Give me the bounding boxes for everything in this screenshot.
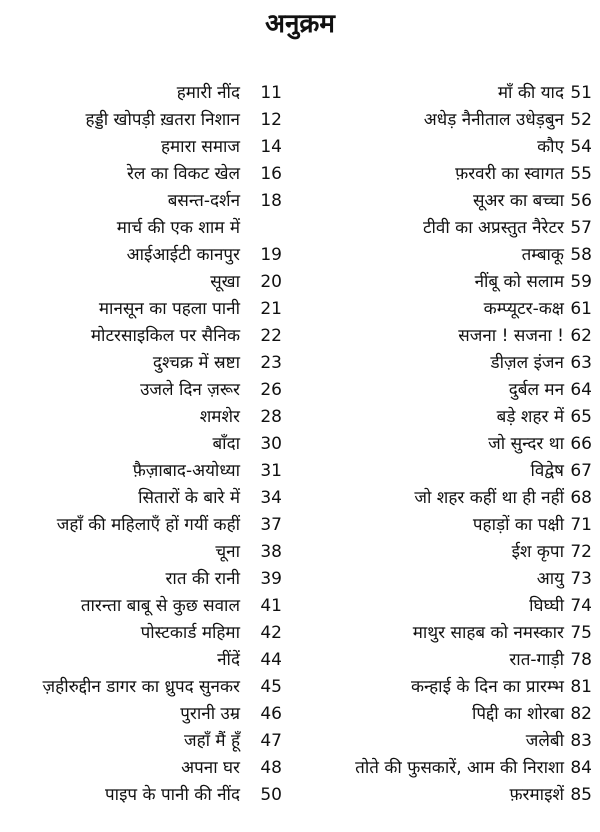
toc-entry-title: जहाँ मैं हूँ <box>183 731 240 751</box>
toc-entry <box>305 377 598 404</box>
toc-entry-page: 44 <box>260 650 282 670</box>
toc-entry <box>0 80 290 107</box>
toc-entry-title: तम्बाकू <box>521 245 564 265</box>
toc-entry <box>0 701 290 728</box>
toc-entry-page: 16 <box>260 164 282 184</box>
toc-entry-title: डीज़ल इंजन <box>490 353 564 373</box>
toc-entry-page: 78 <box>570 650 592 670</box>
toc-entry <box>305 539 598 566</box>
toc-entry-page: 75 <box>570 623 592 643</box>
toc-entry-title: हमारा समाज <box>160 137 240 157</box>
toc-entry-title: कम्प्यूटर-कक्ष <box>483 299 564 319</box>
toc-entry-title: कौए <box>537 137 564 157</box>
toc-entry <box>0 728 290 755</box>
toc-entry-page: 23 <box>260 353 282 373</box>
toc-entry-title: पहाड़ों का पक्षी <box>472 515 564 535</box>
toc-entry <box>305 134 598 161</box>
toc-entry <box>0 269 290 296</box>
toc-entry-page: 83 <box>570 731 592 751</box>
toc-entry <box>305 620 598 647</box>
toc-entry-title: बसन्त-दर्शन <box>167 191 240 211</box>
toc-entry-title: फ़ैज़ाबाद-अयोध्या <box>132 461 240 481</box>
toc-entry-page: 51 <box>570 83 592 103</box>
toc-entry <box>305 566 598 593</box>
toc-entry <box>0 458 290 485</box>
toc-entry <box>0 647 290 674</box>
toc-entry-title: मार्च की एक शाम में <box>116 218 240 238</box>
toc-entry <box>0 323 290 350</box>
toc-entry-title: पिद्दी का शोरबा <box>472 704 564 724</box>
toc-entry-page: 71 <box>570 515 592 535</box>
toc-entry-page: 52 <box>570 110 592 130</box>
toc-entry-page: 47 <box>260 731 282 751</box>
toc-entry-title: फ़रवरी का स्वागत <box>455 164 564 184</box>
toc-entry <box>305 188 598 215</box>
toc-entry-title: सितारों के बारे में <box>138 488 240 508</box>
toc-entry <box>305 107 598 134</box>
toc-entry <box>0 296 290 323</box>
toc-entry-title: अपना घर <box>181 758 240 778</box>
toc-entry <box>305 755 598 782</box>
toc-entry <box>305 80 598 107</box>
toc-entry-title: उजले दिन ज़रूर <box>140 380 240 400</box>
toc-entry-page: 62 <box>570 326 592 346</box>
toc-entry-title: पोस्टकार्ड महिमा <box>140 623 240 643</box>
toc-entry-page: 73 <box>570 569 592 589</box>
toc-right-column <box>305 80 598 809</box>
toc-entry-title: नींदें <box>217 650 240 670</box>
toc-entry <box>0 512 290 539</box>
toc-entry-title: हमारी नींद <box>176 83 240 103</box>
toc-entry <box>305 728 598 755</box>
toc-entry <box>0 593 290 620</box>
toc-entry <box>305 269 598 296</box>
toc-entry <box>305 701 598 728</box>
toc-entry <box>305 782 598 809</box>
toc-entry-page: 42 <box>260 623 282 643</box>
toc-entry-page: 54 <box>570 137 592 157</box>
toc-entry-page: 39 <box>260 569 282 589</box>
toc-entry-page: 41 <box>260 596 282 616</box>
toc-entry-page: 57 <box>570 218 592 238</box>
toc-entry <box>0 539 290 566</box>
toc-entry <box>0 404 290 431</box>
toc-entry <box>305 647 598 674</box>
toc-entry-page: 31 <box>260 461 282 481</box>
toc-entry <box>0 566 290 593</box>
toc-entry-title: सूअर का बच्चा <box>472 191 564 211</box>
toc-entry <box>0 782 290 809</box>
toc-entry-title: हड्डी खोपड़ी ख़तरा निशान <box>85 110 240 130</box>
toc-entry-title: पुरानी उम्र <box>180 704 240 724</box>
toc-entry-page: 11 <box>260 83 282 103</box>
toc-entry-title: नींबू को सलाम <box>474 272 564 292</box>
toc-entry-page: 14 <box>260 137 282 157</box>
toc-entry-title: तारन्ता बाबू से कुछ सवाल <box>80 596 240 616</box>
toc-entry <box>305 512 598 539</box>
toc-entry-title: जो शहर कहीं था ही नहीं <box>414 488 564 508</box>
toc-entry-page: 20 <box>260 272 282 292</box>
toc-entry-page: 38 <box>260 542 282 562</box>
toc-entry-title: घिघ्घी <box>529 596 564 616</box>
toc-entry <box>305 674 598 701</box>
toc-entry-page: 50 <box>260 785 282 805</box>
toc-entry-page: 34 <box>260 488 282 508</box>
toc-entry-title: सजना ! सजना ! <box>458 326 564 346</box>
toc-entry-title: ज़हीरुद्दीन डागर का ध्रुपद सुनकर <box>42 677 240 697</box>
toc-entry-page: 82 <box>570 704 592 724</box>
toc-entry <box>0 188 290 215</box>
toc-entry <box>305 431 598 458</box>
toc-entry <box>305 350 598 377</box>
toc-entry-page: 74 <box>570 596 592 616</box>
toc-entry-title: जहाँ की महिलाएँ हों गयीं कहीं <box>56 515 240 535</box>
toc-entry-page: 72 <box>570 542 592 562</box>
toc-entry-title: आईआईटी कानपुर <box>126 245 240 265</box>
toc-entry-title: ईश कृपा <box>511 542 564 562</box>
toc-entry-title: कन्हाई के दिन का प्रारम्भ <box>411 677 564 697</box>
toc-entry-page: 12 <box>260 110 282 130</box>
toc-entry-title: फ़रमाइशें <box>509 785 564 805</box>
toc-entry-page: 37 <box>260 515 282 535</box>
toc-entry <box>0 620 290 647</box>
toc-entry-title: जलेबी <box>525 731 564 751</box>
toc-entry <box>0 377 290 404</box>
toc-entry <box>305 593 598 620</box>
toc-entry-page: 19 <box>260 245 282 265</box>
toc-entry-title: पाइप के पानी की नींद <box>105 785 240 805</box>
toc-entry-page: 22 <box>260 326 282 346</box>
toc-entry-page: 84 <box>570 758 592 778</box>
toc-entry <box>305 485 598 512</box>
toc-entry <box>0 431 290 458</box>
toc-entry-title: बाँदा <box>212 434 240 454</box>
toc-entry-title: टीवी का अप्रस्तुत नैरेटर <box>422 218 564 238</box>
toc-entry-page: 65 <box>570 407 592 427</box>
toc-entry-page: 67 <box>570 461 592 481</box>
toc-entry-page: 26 <box>260 380 282 400</box>
toc-entry-title: अधेड़ नैनीताल उधेड़बुन <box>423 110 564 130</box>
toc-entry <box>0 134 290 161</box>
toc-entry-page: 48 <box>260 758 282 778</box>
toc-entry-title: मानसून का पहला पानी <box>98 299 240 319</box>
toc-entry-title: मोटरसाइकिल पर सैनिक <box>90 326 240 346</box>
toc-entry-page: 56 <box>570 191 592 211</box>
toc-entry <box>0 674 290 701</box>
toc-entry <box>0 161 290 188</box>
toc-entry <box>305 242 598 269</box>
toc-entry-title: बड़े शहर में <box>496 407 564 427</box>
toc-entry-page: 58 <box>570 245 592 265</box>
toc-entry-title: विद्वेष <box>530 461 564 481</box>
toc-entry-title: रात की रानी <box>165 569 240 589</box>
toc-entry <box>305 296 598 323</box>
toc-entry-page: 85 <box>570 785 592 805</box>
toc-entry-page: 66 <box>570 434 592 454</box>
toc-entry <box>0 242 290 269</box>
toc-entry-page: 68 <box>570 488 592 508</box>
toc-entry <box>0 485 290 512</box>
toc-entry <box>305 323 598 350</box>
toc-entry <box>0 755 290 782</box>
toc-entry-page: 61 <box>570 299 592 319</box>
toc-entry-page: 81 <box>570 677 592 697</box>
toc-entry <box>0 350 290 377</box>
toc-entry-page: 45 <box>260 677 282 697</box>
toc-entry <box>305 458 598 485</box>
toc-entry-page: 55 <box>570 164 592 184</box>
toc-entry-title: आयु <box>536 569 564 589</box>
toc-entry-title: दुर्बल मन <box>508 380 564 400</box>
toc-entry <box>305 404 598 431</box>
toc-entry-title: दुश्चक्र में स्रष्टा <box>152 353 240 373</box>
toc-entry-page: 18 <box>260 191 282 211</box>
toc-entry-title: तोते की फुसकारें, आम की निराशा <box>355 758 564 778</box>
page-title: अनुक्रम <box>265 9 335 39</box>
toc-entry-title: सूखा <box>210 272 240 292</box>
toc-entry-title: माँ की याद <box>497 83 564 103</box>
toc-entry-page: 59 <box>570 272 592 292</box>
toc-entry-page: 63 <box>570 353 592 373</box>
toc-left-column <box>0 80 290 809</box>
toc-entry-title: रात-गाड़ी <box>509 650 564 670</box>
toc-entry-title: माथुर साहब को नमस्कार <box>412 623 564 643</box>
toc-entry <box>0 215 290 242</box>
toc-entry <box>305 215 598 242</box>
toc-entry-page: 64 <box>570 380 592 400</box>
toc-entry-title: चूना <box>215 542 240 562</box>
toc-entry <box>0 107 290 134</box>
toc-entry-page: 46 <box>260 704 282 724</box>
toc-entry-title: शमशेर <box>199 407 240 427</box>
toc-entry-title: जो सुन्दर था <box>488 434 564 454</box>
toc-entry-page: 28 <box>260 407 282 427</box>
toc-entry <box>305 161 598 188</box>
toc-entry-page: 21 <box>260 299 282 319</box>
toc-entry-page: 30 <box>260 434 282 454</box>
toc-entry-title: रेल का विकट खेल <box>126 164 240 184</box>
